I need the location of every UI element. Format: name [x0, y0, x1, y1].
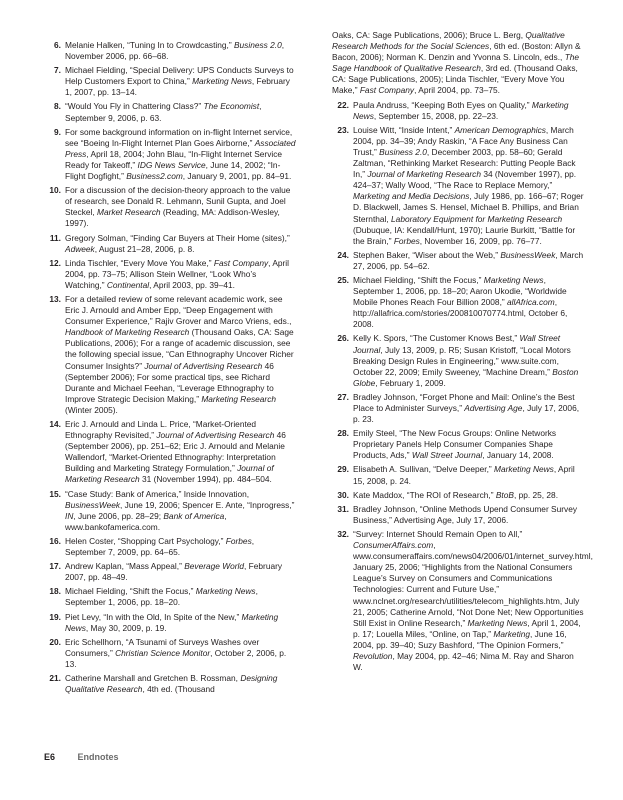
citation-text: , July 17, 2006, p. 23. [353, 403, 580, 425]
endnote-item [44, 612, 296, 634]
endnote-item [332, 333, 584, 388]
citation-text: , June 19, 2006; Spencer E. Ante, “Inprogress,” [120, 499, 295, 510]
citation-text: , May 30, 2009, p. 19. [85, 622, 167, 633]
citation-text: , March 2004, pp. 34–39; Andy Raskin, “A Face Any Business Can Trust,” [353, 124, 574, 157]
citation-title: Christian Science Monitor [115, 647, 211, 658]
citation-text: Emily Steel, “The New Focus Groups: Online Networks Proprietary Panels Help Consumer Companies Shape Products, Ads,” [353, 428, 557, 461]
citation-title: Wall Street Journal [353, 333, 561, 355]
citation-text: “Survey: Internet Should Remain Open to All,” [353, 528, 523, 539]
citation-title: Wall Street Journal [411, 450, 483, 461]
section-label: Endnotes [77, 752, 119, 762]
citation-text: , June 14, 2002; “In-Flight Dogfight,” [65, 159, 281, 182]
endnote-item [332, 125, 584, 247]
endnote-number: 14. [49, 419, 61, 429]
citation-text: Andrew Kaplan, “Mass Appeal,” [65, 561, 185, 572]
citation-title: Journal of Advertising Research [144, 360, 263, 371]
citation-text: Louise Witt, “Inside Intent,” [353, 124, 455, 135]
endnote-number: 22. [337, 99, 349, 110]
citation-title: Beverage World [184, 561, 245, 572]
citation-title: Fast Company [359, 85, 415, 96]
endnote-item [44, 637, 296, 670]
endnote-item [44, 419, 296, 486]
citation-text: , June 16, 2004, pp. 39–40; Suzy Bashford, “The Opinion Formers,” [353, 628, 567, 650]
citation-title: IN [65, 510, 74, 521]
citation-text: 46 (September 2006), pp. 251–62; Eric J. Arnould and Melanie Wallendorf, “Market-Oriented Ethnography: Interpretation Building and Marketing Strategy Formulation,” [65, 430, 286, 474]
endnote-number: 7. [54, 65, 61, 76]
citation-text: For a detailed review of some relevant academic work, see Eric J. Arnould and Amber Epp, “Deep Engagement with Consumer Experience,” Rajiv Grover and Marco Vriens, eds., [65, 293, 292, 327]
citation-title: IDG News Service [137, 159, 206, 170]
endnote-item [44, 101, 296, 123]
citation-title: Journal of Marketing Research [65, 463, 274, 485]
citation-text: , October 2, 2006, p. 13. [65, 647, 287, 669]
citation-text: , March 27, 2006, pp. 54–62. [353, 249, 584, 271]
citation-text: , January 9, 2001, pp. 84–91. [182, 171, 292, 182]
endnote-number: 32. [337, 528, 349, 539]
citation-text: , February 1, 2007, pp. 13–14. [65, 76, 290, 98]
right-column [332, 30, 593, 676]
citation-text: , December 2003, pp. 58–60; Gerald Zaltman, “Rethinking Market Research: Putting People Back In,” [353, 146, 576, 180]
endnote-item [44, 233, 296, 255]
citation-title: Marketing [493, 628, 531, 639]
endnote-item [332, 392, 584, 425]
citation-title: Advertising Age [464, 403, 523, 413]
citation-title: Bank of America [163, 510, 225, 521]
endnote-number: 24. [337, 249, 349, 260]
continued-note-21 [332, 30, 584, 97]
citation-title: Marketing News [467, 617, 528, 628]
citation-text: , 4th ed. (Thousand [142, 684, 215, 695]
endnote-item [44, 586, 296, 608]
citation-text: , www.bankofamerica.com. [65, 510, 227, 532]
citation-text: (Reading, MA: Addison-Wesley, 1997). [65, 207, 280, 229]
citation-text: Michael Fielding, “Shift the Focus,” [353, 274, 484, 285]
endnote-number: 12. [49, 257, 61, 268]
citation-text: , September 15, 2008, pp. 22–23. [373, 110, 499, 121]
citation-text: , April 2004, pp. 73–75. [414, 85, 500, 96]
endnote-number: 11. [49, 232, 61, 243]
citation-text: , September 1, 2006, pp. 18–20. [65, 586, 258, 608]
citation-text: Piet Levy, “In with the Old, In Spite of the New,” [65, 611, 242, 622]
endnote-item [332, 428, 584, 461]
citation-text: , April 18, 2004; John Blau, “In-Flight Internet Service Ready for Takeoff,” [65, 148, 283, 170]
citation-text: , February 1, 2009. [375, 377, 446, 388]
endnote-item [332, 528, 593, 673]
citation-title: Handbook of Marketing Research [65, 327, 190, 338]
citation-title: The Economist [203, 101, 260, 112]
citation-title: Continental [106, 279, 150, 290]
citation-text: Helen Coster, “Shopping Cart Psychology,” [65, 535, 226, 546]
citation-text: , http://allafrica.com/stories/200810070774.html, October 6, 2008. [353, 297, 568, 330]
citation-title: Market Research [97, 207, 161, 218]
citation-text: Stephen Baker, “Wiser about the Web,” [353, 249, 501, 260]
endnote-number: 20. [49, 636, 61, 647]
endnote-number: 27. [337, 391, 349, 402]
citation-text: (Winter 2005). [65, 404, 118, 415]
citation-text: “Case Study: Bank of America,” Inside Innovation, [65, 488, 250, 499]
citation-text: Gregory Solman, “Finding Car Buyers at Their Home (sites),” [65, 232, 290, 243]
citation-title: Fast Company [213, 257, 269, 268]
citation-text: , February 2007, pp. 48–49. [65, 561, 283, 583]
citation-text: Bradley Johnson, “Online Methods Upend Consumer Survey Business,” Advertising Age, July 17, 2006. [353, 503, 578, 525]
citation-title: Marketing News [65, 611, 279, 633]
citation-title: Forbes [393, 235, 420, 246]
citation-text: Eric Schellhorn, “A Tsunami of Surveys Washes over Consumers,” [65, 636, 260, 658]
citation-text: Paula Andruss, “Keeping Both Eyes on Quality,” [353, 99, 532, 110]
citation-title: American Demographics [454, 124, 546, 135]
endnote-number: 10. [49, 185, 61, 196]
citation-text: , pp. 25, 28. [513, 489, 559, 500]
citation-title: Adweek [65, 243, 95, 254]
citation-text: For a discussion of the decision-theory approach to the value of research, see Donald R. Lehmann, Sunil Gupta, and Joel Steckel, [65, 185, 291, 218]
citation-title: Marketing News [195, 586, 256, 597]
citation-title: Business2.com [126, 171, 183, 182]
endnote-number: 13. [49, 293, 61, 304]
citation-title: BtoB [495, 489, 514, 500]
citation-text: , April 1, 2004, p. 17; Louella Miles, “Online, on Tap,” [353, 617, 581, 639]
endnote-item [332, 250, 584, 272]
citation-title: Business 2.0 [233, 40, 282, 50]
citation-text: , May 2004, pp. 42–46; Nima M. Ray and Sharon W. [353, 650, 574, 673]
page-number: E6 [44, 752, 56, 762]
citation-text: , April 2003, pp. 39–41. [149, 279, 235, 290]
endnote-item [44, 185, 296, 229]
citation-text: Bradley Johnson, “Forget Phone and Mail: Online’s the Best Place to Administer Surveys,” [353, 391, 575, 413]
citation-text: For some background information on in-flight Internet service, see “Boeing In-Flight Internet Plan Goes Airborne,” [65, 126, 293, 148]
citation-text: Eric J. Arnould and Linda L. Price, “Market-Oriented Ethnography Revisited,” [65, 419, 257, 441]
citation-title: Revolution [353, 650, 393, 661]
endnote-item [332, 100, 584, 122]
citation-text: 31 (November 1994), pp. 484–504. [139, 474, 272, 485]
citation-text: 34 (November 1997), pp. 424–37; Wally Wood, “The Race to Replace Memory,” [353, 169, 577, 191]
citation-text: Michael Fielding, “Special Delivery: UPS Conducts Surveys to Help Customers Export to China,” [65, 65, 294, 87]
citation-text: (Dubuque, IA: Kendall/Hunt, 1970); Laurie Burkitt, “Battle for the Brain,” [353, 224, 576, 246]
citation-text: , September 1, 2006, pp. 18–20; Aaron Ukodie, “Worldwide Mobile Phones Reach Four Billion 2008,” [353, 274, 567, 308]
citation-text: 46 (September 2006); For some practical tips, see Richard Durante and Michael Feehan, “Leverage Ethnography to Improve Strategic Decision Making,” [65, 360, 274, 404]
citation-text: Kate Maddox, “The ROI of Research,” [353, 489, 496, 500]
citation-title: allAfrica.com [506, 297, 555, 308]
citation-text: , April 2004, pp. 73–75; Allison Stein Wellner, “Look Who’s Watching,” [65, 257, 290, 290]
citation-text: Michael Fielding, “Shift the Focus,” [65, 586, 196, 597]
citation-text: , June 2006, pp. 28–29; [73, 510, 164, 521]
endnote-item [44, 258, 296, 291]
endnote-number: 31. [337, 503, 349, 514]
endnote-item [44, 561, 296, 583]
endnote-item [332, 275, 584, 330]
endnote-item [332, 504, 584, 526]
endnote-item [44, 65, 296, 98]
citation-title: Qualitative Research Methods for the Social Sciences [332, 30, 565, 52]
endnote-number: 21. [49, 672, 61, 683]
endnote-number: 16. [49, 535, 61, 546]
endnote-number: 6. [54, 40, 61, 50]
citation-text: , November 16, 2009, pp. 76–77. [419, 235, 542, 246]
citation-text: (Thousand Oaks, CA: Sage Publications, 2006); For a range of academic discussion, see the following special issue, “Can Ethnography Uncover Richer Consumer Insights?” [65, 327, 294, 371]
endnote-item [44, 127, 296, 182]
endnote-item [44, 536, 296, 558]
citation-text: , July 1986, pp. 166–67; Roger D. Blackwell, James S. Hensel, Michael B. Phillips, and Brian Sternthal, [353, 191, 584, 224]
endnote-number: 18. [49, 586, 61, 597]
citation-title: Forbes [225, 535, 252, 546]
endnote-number: 15. [49, 488, 61, 499]
citation-title: Marketing News [353, 99, 569, 121]
citation-text: , September 7, 2009, pp. 64–65. [65, 535, 255, 558]
endnote-number: 28. [337, 428, 349, 439]
citation-text: Oaks, CA: Sage Publications, 2006); Bruce L. Berg, [332, 30, 526, 40]
citation-title: Journal of Advertising Research [156, 430, 275, 441]
citation-title: ConsumerAffairs.com [353, 540, 434, 551]
endnote-item [44, 673, 296, 695]
citation-text: , January 14, 2008. [482, 450, 554, 461]
citation-title: Designing Qualitative Research [65, 672, 278, 695]
endnote-item [44, 489, 296, 533]
citation-text: Kelly K. Spors, “The Customer Knows Best,” [353, 333, 520, 344]
citation-title: Marketing News [494, 464, 554, 475]
citation-title: BusinessWeek [65, 499, 121, 510]
citation-text: , September 9, 2006, p. 63. [65, 101, 262, 123]
endnote-item [44, 40, 296, 62]
endnote-number: 26. [337, 333, 349, 344]
citation-text: , August 21–28, 2006, p. 8. [94, 243, 195, 254]
citation-title: Business 2.0 [379, 146, 427, 157]
citation-text: , www.consumeraffairs.com/news04/2006/01/internet_survey.html, January 25, 2006; “Highlights from the National Consumers League’s Survey on Consumers and Communications Technologies: Current and Future Use,” www.nclnet.org/research/utilities/telecom_highlights.htm, July 21, 2005; Catherine Arnold, “Not Done Net; New Opportunities Still Exist in Online Research,” [353, 540, 593, 628]
endnote-item [44, 294, 296, 416]
citation-text: , July 13, 2009, p. R5; Susan Kristoff, “Local Motors Breaking Design Rules in Engineering,” www.suite.com, October 22, 2009; Emily Sweeney, “Machine Dream,” [353, 344, 571, 377]
citation-title: Marketing News [192, 76, 252, 87]
citation-text: , April 15, 2008, p. 24. [353, 464, 575, 486]
left-column [44, 40, 296, 698]
endnote-number: 30. [337, 489, 349, 500]
citation-title: Laboratory Equipment for Marketing Research [391, 213, 563, 224]
citation-text: , November 2006, pp. 66–68. [65, 40, 285, 62]
citation-title: Associated Press [65, 137, 296, 159]
endnote-number: 8. [54, 101, 61, 112]
endnote-number: 23. [337, 124, 349, 135]
endnote-number: 17. [49, 561, 61, 572]
citation-text: Melanie Halken, “Tuning In to Crowdcasting,” [65, 40, 234, 50]
citation-title: Marketing and Media Decisions [353, 191, 470, 202]
citation-text: Elisabeth A. Sullivan, “Delve Deeper,” [353, 464, 494, 475]
citation-title: Boston Globe [353, 366, 579, 388]
citation-title: Marketing News [483, 274, 544, 285]
citation-text: , 3rd ed. (Thousand Oaks, CA: Sage Publications, 2005); Linda Tischler, “Every Move You Make,” [332, 63, 578, 96]
citation-title: The Sage Handbook of Qualitative Research [332, 52, 580, 74]
citation-title: Journal of Marketing Research [367, 169, 481, 180]
citation-text: Linda Tischler, “Every Move You Make,” [65, 257, 214, 268]
citation-text: , 6th ed. (Boston: Allyn & Bacon, 2006); Norman K. Denzin and Yvonna S. Lincoln, eds., [332, 41, 581, 63]
citation-title: BusinessWeek [500, 249, 556, 260]
endnote-item [332, 464, 584, 486]
endnote-number: 9. [54, 126, 61, 137]
endnote-number: 29. [337, 464, 349, 475]
citation-title: Marketing Research [201, 393, 277, 404]
endnote-item [332, 490, 584, 501]
endnote-number: 25. [337, 274, 349, 285]
citation-text: “Would You Fly in Chattering Class?” [65, 101, 204, 112]
endnote-number: 19. [49, 611, 61, 622]
citation-text: Catherine Marshall and Gretchen B. Rossman, [65, 672, 241, 683]
page-footer [44, 752, 119, 762]
